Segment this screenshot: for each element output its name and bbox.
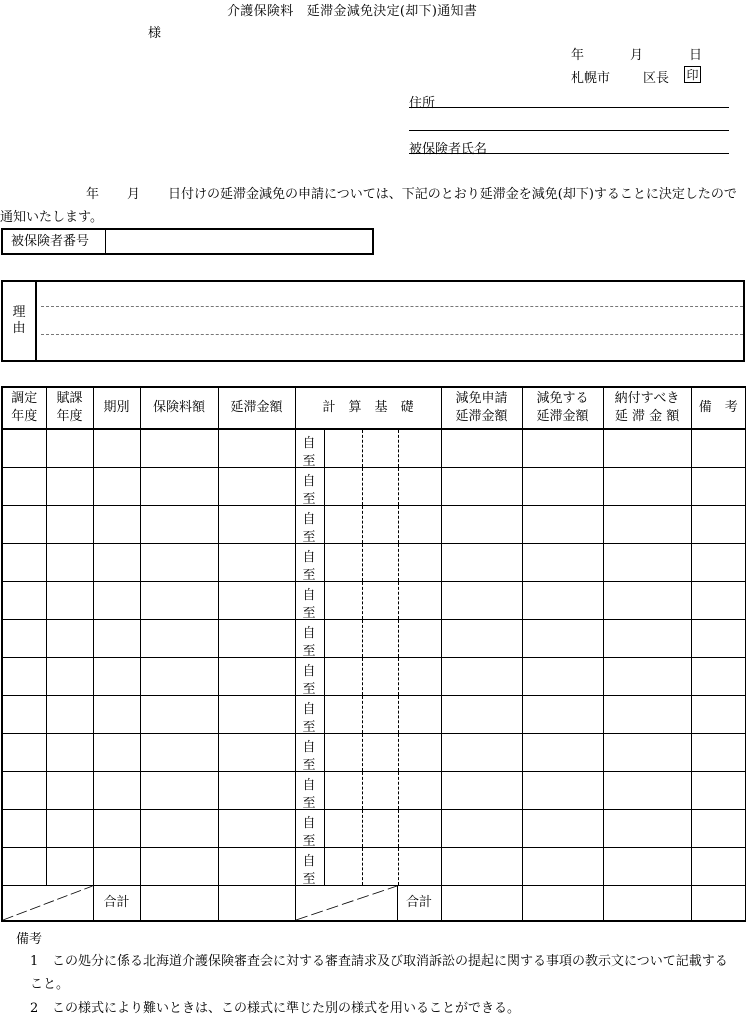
calc-divider: [324, 734, 325, 771]
from-label: 自: [302, 436, 316, 451]
cell-apply-amount[interactable]: [441, 848, 522, 886]
cell-adjust-year[interactable]: [2, 810, 46, 848]
calc-divider: [324, 696, 325, 733]
table-row: [2, 544, 746, 582]
to-label: 至: [302, 834, 316, 849]
to-label: 至: [302, 454, 316, 469]
cell-reduce-amount[interactable]: [522, 848, 603, 886]
cell-adjust-year[interactable]: [2, 772, 46, 810]
from-label: 自: [302, 664, 316, 679]
cell-apply-amount[interactable]: [441, 582, 522, 620]
to-label: 至: [302, 492, 316, 507]
seal-stamp: 印: [684, 66, 701, 83]
cell-late-fee[interactable]: [218, 848, 295, 886]
calc-dash-divider-2: [398, 848, 399, 885]
total-label-right: 合計: [397, 886, 441, 922]
cell-remarks[interactable]: [691, 429, 746, 468]
cell-period[interactable]: [93, 506, 140, 544]
cell-period[interactable]: [93, 429, 140, 468]
cell-apply-amount[interactable]: [441, 658, 522, 696]
cell-calc-basis[interactable]: [295, 696, 441, 734]
date-month-label: 月: [630, 48, 644, 63]
cell-premium[interactable]: [140, 506, 218, 544]
address-label: 住所: [409, 96, 436, 111]
table-row: [2, 696, 746, 734]
cell-remarks[interactable]: [691, 506, 746, 544]
header-reduce-amount: 減免する 延滞金額: [522, 387, 603, 429]
total-diagonal-left: [2, 886, 93, 922]
cell-period[interactable]: [93, 810, 140, 848]
cell-late-fee[interactable]: [218, 506, 295, 544]
table-row: [2, 848, 746, 886]
cell-remarks[interactable]: [691, 620, 746, 658]
from-label: 自: [302, 512, 316, 527]
cell-premium[interactable]: [140, 734, 218, 772]
cell-levy-year[interactable]: [46, 468, 93, 506]
cell-reduce-amount[interactable]: [522, 544, 603, 582]
table-row: [2, 620, 746, 658]
cell-period[interactable]: [93, 658, 140, 696]
cell-apply-amount[interactable]: [441, 468, 522, 506]
cell-adjust-year[interactable]: [2, 734, 46, 772]
calc-dash-divider-2: [398, 506, 399, 543]
calc-dash-divider-1: [362, 810, 363, 847]
cell-pay-amount[interactable]: [603, 696, 691, 734]
cell-period[interactable]: [93, 620, 140, 658]
note-item-2: 2 この様式により難いときは、この様式に準じた別の様式を用いることができる。: [30, 1001, 521, 1016]
calc-dash-divider-2: [398, 582, 399, 619]
table-row: [2, 772, 746, 810]
issuer-city: 札幌市: [571, 71, 611, 86]
cell-premium[interactable]: [140, 468, 218, 506]
from-label: 自: [302, 474, 316, 489]
cell-adjust-year[interactable]: [2, 696, 46, 734]
reason-label-char-1: 理: [12, 305, 26, 320]
cell-adjust-year[interactable]: [2, 582, 46, 620]
addressee-suffix: 様: [148, 26, 162, 41]
reason-label: [3, 282, 37, 360]
to-label: 至: [302, 530, 316, 545]
header-levy-year: 賦課 年度: [46, 387, 93, 429]
calc-dash-divider-2: [398, 734, 399, 771]
calc-dash-divider-1: [362, 430, 363, 467]
cell-reduce-amount[interactable]: [522, 429, 603, 468]
cell-period[interactable]: [93, 468, 140, 506]
cell-adjust-year[interactable]: [2, 468, 46, 506]
insured-number-box: [1, 228, 374, 255]
calc-dash-divider-1: [362, 506, 363, 543]
calc-divider: [324, 772, 325, 809]
cell-reduce-amount[interactable]: [522, 772, 603, 810]
cell-pay-amount[interactable]: [603, 620, 691, 658]
cell-pay-amount[interactable]: [603, 848, 691, 886]
total-pay-amount[interactable]: [603, 886, 691, 922]
cell-adjust-year[interactable]: [2, 544, 46, 582]
cell-levy-year[interactable]: [46, 429, 93, 468]
cell-premium[interactable]: [140, 582, 218, 620]
cell-calc-basis[interactable]: [295, 506, 441, 544]
cell-period[interactable]: [93, 848, 140, 886]
cell-pay-amount[interactable]: [603, 582, 691, 620]
calc-dash-divider-2: [398, 772, 399, 809]
cell-apply-amount[interactable]: [441, 429, 522, 468]
cell-calc-basis[interactable]: [295, 772, 441, 810]
calc-dash-divider-1: [362, 734, 363, 771]
cell-late-fee[interactable]: [218, 544, 295, 582]
header-late-fee: 延滞金額: [218, 387, 295, 429]
header-premium: 保険料額: [140, 387, 218, 429]
cell-premium[interactable]: [140, 810, 218, 848]
cell-pay-amount[interactable]: [603, 506, 691, 544]
calc-dash-divider-1: [362, 620, 363, 657]
cell-remarks[interactable]: [691, 582, 746, 620]
to-label: 至: [302, 568, 316, 583]
cell-adjust-year[interactable]: [2, 658, 46, 696]
table-row: [2, 429, 746, 468]
cell-pay-amount[interactable]: [603, 810, 691, 848]
notes-heading: 備考: [16, 932, 43, 947]
from-label: 自: [302, 588, 316, 603]
cell-remarks[interactable]: [691, 772, 746, 810]
cell-premium[interactable]: [140, 620, 218, 658]
cell-calc-basis[interactable]: [295, 468, 441, 506]
from-label: 自: [302, 854, 316, 869]
calc-divider: [324, 430, 325, 467]
calc-dash-divider-1: [362, 658, 363, 695]
to-label: 至: [302, 682, 316, 697]
from-label: 自: [302, 626, 316, 641]
body-year: 年: [86, 187, 100, 202]
calc-dash-divider-1: [362, 696, 363, 733]
cell-apply-amount[interactable]: [441, 734, 522, 772]
calc-dash-divider-1: [362, 544, 363, 581]
table-row: [2, 658, 746, 696]
from-label: 自: [302, 816, 316, 831]
calc-dash-divider-1: [362, 468, 363, 505]
calc-divider: [324, 620, 325, 657]
reason-box: [1, 280, 745, 362]
date-day-label: 日: [689, 48, 703, 63]
cell-calc-basis[interactable]: [295, 848, 441, 886]
cell-remarks[interactable]: [691, 734, 746, 772]
to-label: 至: [302, 644, 316, 659]
cell-reduce-amount[interactable]: [522, 582, 603, 620]
total-remarks[interactable]: [691, 886, 746, 922]
cell-premium[interactable]: [140, 848, 218, 886]
cell-reduce-amount[interactable]: [522, 734, 603, 772]
calc-dash-divider-2: [398, 658, 399, 695]
issuer-title: 区長: [643, 71, 670, 86]
cell-apply-amount[interactable]: [441, 696, 522, 734]
notice-body: [0, 183, 744, 229]
cell-calc-basis[interactable]: [295, 620, 441, 658]
cell-apply-amount[interactable]: [441, 506, 522, 544]
cell-levy-year[interactable]: [46, 506, 93, 544]
to-label: 至: [302, 720, 316, 735]
cell-premium[interactable]: [140, 429, 218, 468]
table-row: [2, 582, 746, 620]
insured-number-label: 被保険者番号: [3, 230, 106, 253]
address-line[interactable]: [409, 107, 729, 108]
cell-late-fee[interactable]: [218, 734, 295, 772]
cell-late-fee[interactable]: [218, 468, 295, 506]
to-label: 至: [302, 796, 316, 811]
reason-label-char-2: 由: [12, 321, 26, 336]
total-diagonal-calc: [295, 886, 397, 922]
cell-apply-amount[interactable]: [441, 810, 522, 848]
cell-late-fee[interactable]: [218, 582, 295, 620]
total-apply-amount[interactable]: [441, 886, 522, 922]
calculation-table: [1, 386, 746, 922]
from-label: 自: [302, 740, 316, 755]
total-label-left: 合計: [93, 886, 140, 922]
cell-premium[interactable]: [140, 772, 218, 810]
cell-levy-year[interactable]: [46, 810, 93, 848]
cell-reduce-amount[interactable]: [522, 620, 603, 658]
calc-divider: [324, 810, 325, 847]
address-line-2[interactable]: [409, 130, 729, 131]
cell-reduce-amount[interactable]: [522, 468, 603, 506]
cell-levy-year[interactable]: [46, 848, 93, 886]
calc-dash-divider-1: [362, 582, 363, 619]
cell-pay-amount[interactable]: [603, 734, 691, 772]
cell-adjust-year[interactable]: [2, 848, 46, 886]
cell-calc-basis[interactable]: [295, 810, 441, 848]
cell-levy-year[interactable]: [46, 544, 93, 582]
cell-adjust-year[interactable]: [2, 429, 46, 468]
header-period: 期別: [93, 387, 140, 429]
total-premium[interactable]: [140, 886, 218, 922]
cell-remarks[interactable]: [691, 468, 746, 506]
calc-dash-divider-2: [398, 544, 399, 581]
cell-reduce-amount[interactable]: [522, 696, 603, 734]
cell-reduce-amount[interactable]: [522, 506, 603, 544]
cell-remarks[interactable]: [691, 810, 746, 848]
cell-late-fee[interactable]: [218, 620, 295, 658]
cell-pay-amount[interactable]: [603, 429, 691, 468]
insured-number-field[interactable]: [106, 230, 372, 253]
header-remarks: 備 考: [691, 387, 746, 429]
header-apply-amount: 減免申請 延滞金額: [441, 387, 522, 429]
cell-remarks[interactable]: [691, 848, 746, 886]
calc-dash-divider-1: [362, 772, 363, 809]
calc-divider: [324, 848, 325, 885]
to-label: 至: [302, 606, 316, 621]
cell-adjust-year[interactable]: [2, 506, 46, 544]
cell-apply-amount[interactable]: [441, 544, 522, 582]
header-pay-amount: 納付すべき 延 滞 金 額: [603, 387, 691, 429]
cell-calc-basis[interactable]: [295, 582, 441, 620]
cell-calc-basis[interactable]: [295, 734, 441, 772]
from-label: 自: [302, 702, 316, 717]
table-row: [2, 734, 746, 772]
cell-pay-amount[interactable]: [603, 468, 691, 506]
cell-calc-basis[interactable]: [295, 658, 441, 696]
cell-reduce-amount[interactable]: [522, 658, 603, 696]
to-label: 至: [302, 758, 316, 773]
calc-divider: [324, 582, 325, 619]
date-year-label: 年: [571, 48, 585, 63]
table-row: [2, 506, 746, 544]
calc-dash-divider-2: [398, 430, 399, 467]
insured-name-line[interactable]: [409, 153, 729, 154]
calc-divider: [324, 468, 325, 505]
cell-pay-amount[interactable]: [603, 658, 691, 696]
cell-apply-amount[interactable]: [441, 620, 522, 658]
cell-levy-year[interactable]: [46, 658, 93, 696]
cell-levy-year[interactable]: [46, 696, 93, 734]
cell-period[interactable]: [93, 544, 140, 582]
from-label: 自: [302, 778, 316, 793]
cell-apply-amount[interactable]: [441, 772, 522, 810]
cell-calc-basis[interactable]: [295, 429, 441, 468]
cell-period[interactable]: [93, 696, 140, 734]
calc-divider: [324, 506, 325, 543]
cell-premium[interactable]: [140, 658, 218, 696]
cell-late-fee[interactable]: [218, 429, 295, 468]
cell-levy-year[interactable]: [46, 734, 93, 772]
to-label: 至: [302, 872, 316, 887]
note-item-1: 1 この処分に係る北海道介護保険審査会に対する審査請求及び取消訴訟の提起に関する事項の教示文について記載すること。: [30, 954, 728, 992]
calc-dash-divider-2: [398, 810, 399, 847]
cell-calc-basis[interactable]: [295, 544, 441, 582]
cell-pay-amount[interactable]: [603, 772, 691, 810]
document-title: 介護保険料 延滞金減免決定(却下)通知書: [227, 4, 478, 19]
calc-dash-divider-2: [398, 696, 399, 733]
cell-remarks[interactable]: [691, 658, 746, 696]
calc-dash-divider-1: [362, 848, 363, 885]
cell-levy-year[interactable]: [46, 772, 93, 810]
cell-period[interactable]: [93, 582, 140, 620]
calc-divider: [324, 658, 325, 695]
cell-levy-year[interactable]: [46, 582, 93, 620]
table-row: [2, 468, 746, 506]
cell-late-fee[interactable]: [218, 696, 295, 734]
reason-line-2[interactable]: [41, 334, 743, 335]
cell-pay-amount[interactable]: [603, 544, 691, 582]
table-row: [2, 810, 746, 848]
cell-late-fee[interactable]: [218, 658, 295, 696]
body-text: 日付けの延滞金減免の申請については、下記のとおり延滞金を減免(却下)することに決定したので通知いたします。: [0, 187, 737, 225]
reason-line-1[interactable]: [41, 306, 743, 307]
header-calc-basis: 計 算 基 礎: [295, 387, 441, 429]
header-adjust-year: 調定 年度: [2, 387, 46, 429]
cell-period[interactable]: [93, 772, 140, 810]
cell-period[interactable]: [93, 734, 140, 772]
cell-premium[interactable]: [140, 696, 218, 734]
calc-dash-divider-2: [398, 620, 399, 657]
total-late-fee[interactable]: [218, 886, 295, 922]
cell-adjust-year[interactable]: [2, 620, 46, 658]
insured-name-label: 被保険者氏名: [409, 142, 488, 157]
cell-remarks[interactable]: [691, 544, 746, 582]
body-month: 月: [127, 187, 141, 202]
cell-late-fee[interactable]: [218, 810, 295, 848]
calc-divider: [324, 544, 325, 581]
calc-dash-divider-2: [398, 468, 399, 505]
cell-reduce-amount[interactable]: [522, 810, 603, 848]
cell-remarks[interactable]: [691, 696, 746, 734]
cell-late-fee[interactable]: [218, 772, 295, 810]
from-label: 自: [302, 550, 316, 565]
total-reduce-amount[interactable]: [522, 886, 603, 922]
cell-premium[interactable]: [140, 544, 218, 582]
cell-levy-year[interactable]: [46, 620, 93, 658]
